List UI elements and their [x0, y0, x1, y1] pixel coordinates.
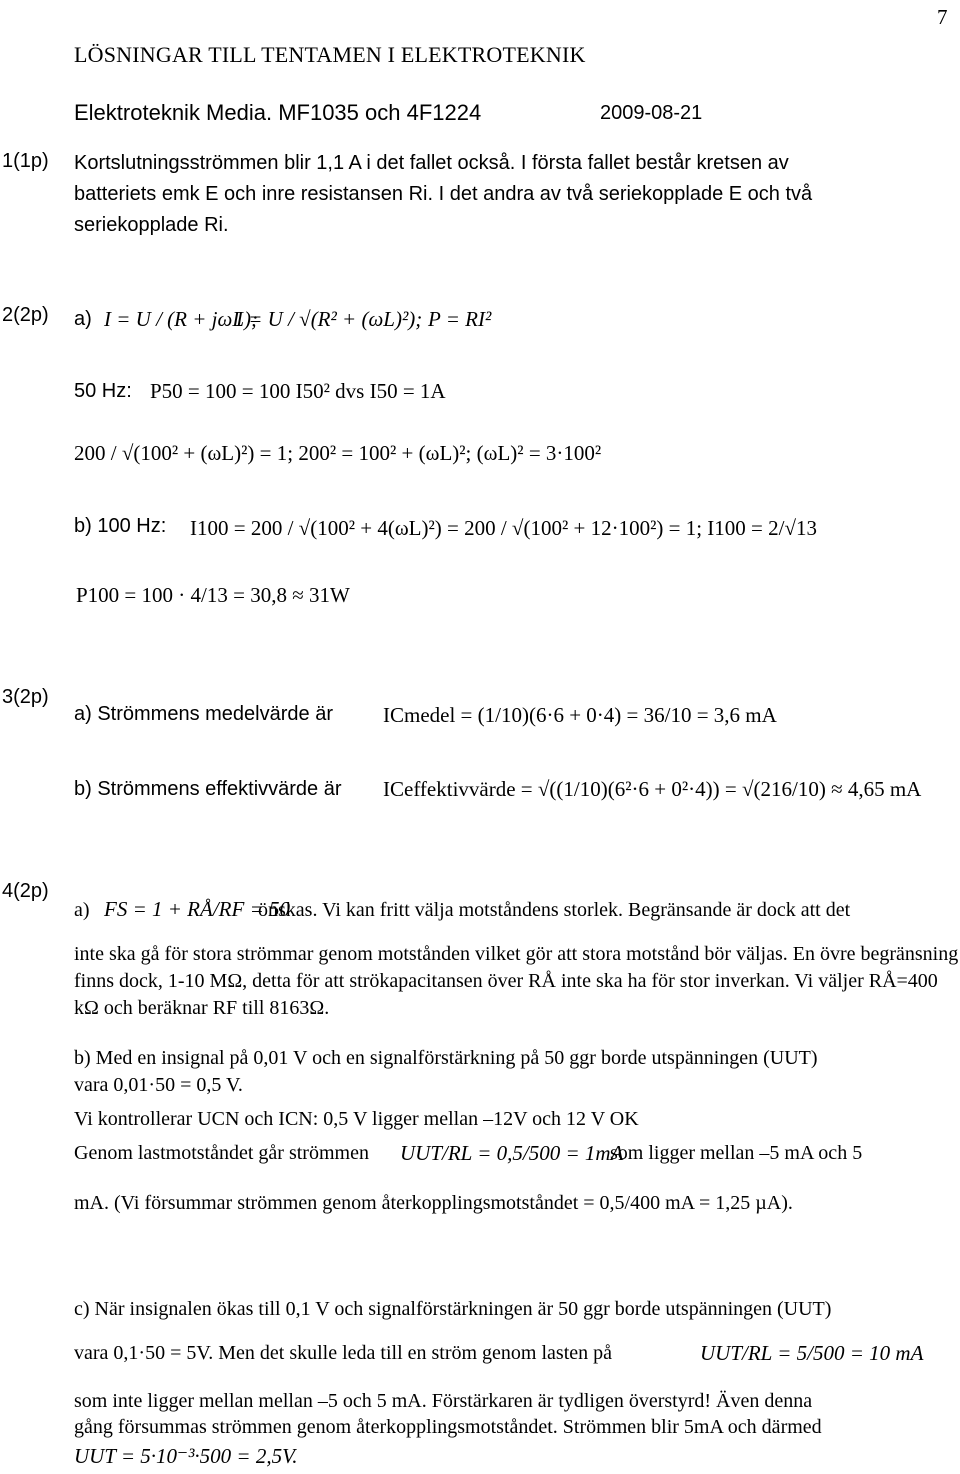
- q4-b-text-4-pre: Genom lastmotståndet går strömmen: [74, 1142, 369, 1164]
- q4-c-text-3: som inte ligger mellan mellan –5 och 5 mA. Förstärkaren är tydligen överstyrd! Även denna: [74, 1390, 813, 1412]
- q3-b-formula: ICeffektivvärde = √((1/10)(6²·6 + 0²·4)) = √(216/10) ≈ 4,65 mA: [383, 777, 922, 801]
- q2-50hz-formula: P50 = 100 = 100 I50² dvs I50 = 1A: [150, 379, 446, 403]
- q2-p100-formula: P100 = 100 · 4/13 = 30,8 ≈ 31W: [76, 583, 350, 607]
- q2-a-formula-magnitude: I = U / √(R² + (ωL)²);: [236, 307, 423, 331]
- q2-a-formula-current: I = U / (R + jωL);: [104, 307, 258, 331]
- q2-b-formula: I100 = 200 / √(100² + 4(ωL)²) = 200 / √(100² + 12·100²) = 1; I100 = 2/√13: [190, 516, 817, 540]
- q4-a-text-1: önskas. Vi kan fritt välja motståndens storlek. Begränsande är dock att det: [258, 899, 851, 921]
- page-number: 7: [937, 5, 948, 29]
- q4-label: 4(2p): [2, 880, 49, 902]
- q2-a-prefix: a): [74, 308, 92, 330]
- document-title: LÖSNINGAR TILL TENTAMEN I ELEKTROTEKNIK: [74, 42, 586, 67]
- q4-b-text-3: Vi kontrollerar UCN och ICN: 0,5 V ligger mellan –12V och 12 V OK: [74, 1108, 639, 1130]
- q2-solve-formula: 200 / √(100² + (ωL)²) = 1; 200² = 100² + (ωL)²; (ωL)² = 3·100²: [74, 441, 602, 465]
- q4-b-text-4-post: som ligger mellan –5 mA och 5: [610, 1142, 863, 1164]
- q1-label: 1(1p): [2, 150, 49, 172]
- q4-b-formula: UUT/RL = 0,5/500 = 1mA: [400, 1141, 624, 1165]
- q4-c-formula: UUT/RL = 5/500 = 10 mA: [700, 1341, 924, 1365]
- q2-label: 2(2p): [2, 304, 49, 326]
- q3-a-text: a) Strömmens medelvärde är: [74, 703, 333, 725]
- q3-label: 3(2p): [2, 686, 49, 708]
- q2-50hz-label: 50 Hz:: [74, 380, 132, 402]
- q4-b-text-1: b) Med en insignal på 0,01 V och en signalförstärkning på 50 ggr borde utspänningen (UUT): [74, 1047, 818, 1069]
- q4-c-text-1: c) När insignalen ökas till 0,1 V och signalförstärkningen är 50 ggr borde utspänningen (UUT): [74, 1298, 832, 1320]
- q2-a-formula-power: P = RI²: [428, 307, 492, 331]
- q1-line-3: seriekopplade Ri.: [74, 214, 229, 236]
- q4-a-prefix: a): [74, 899, 90, 921]
- q2-b-prefix: b) 100 Hz:: [74, 515, 167, 537]
- q1-line-2: batteriets emk E och inre resistansen Ri. I det andra av två seriekopplade E och två: [74, 183, 813, 205]
- q3-b-text: b) Strömmens effektivvärde är: [74, 778, 342, 800]
- q4-a-text-2: inte ska gå för stora strömmar genom motstånden vilket gör att stora motstånd bör väljas. En övre begränsning finns dock, 1-10 MΩ, detta för att strökapacitansen över RÅ inte ska ha för stor inverkan. Vi väljer RÅ=400 kΩ och beräknar RF till 8163Ω.: [74, 943, 959, 1019]
- q4-c-text-5: UUT = 5·10⁻³·500 = 2,5V.: [74, 1444, 298, 1468]
- q4-b-text-5: mA. (Vi försummar strömmen genom återkopplingsmotståndet = 0,5/400 mA = 1,25 µA).: [74, 1192, 793, 1214]
- course-name: Elektroteknik Media. MF1035 och 4F1224: [74, 100, 482, 125]
- exam-date: 2009-08-21: [600, 102, 703, 124]
- q3-a-formula: ICmedel = (1/10)(6·6 + 0·4) = 36/10 = 3,6 mA: [383, 703, 777, 727]
- q4-a-formula: FS = 1 + RÅ/RF = 50: [104, 897, 290, 921]
- q4-c-text-4: gång försummas strömmen genom återkopplingsmotståndet. Strömmen blir 5mA och därmed: [74, 1416, 822, 1438]
- q4-c-text-2-pre: vara 0,1·50 = 5V. Men det skulle leda till en ström genom lasten på: [74, 1342, 613, 1364]
- q1-line-1: Kortslutningsströmmen blir 1,1 A i det fallet också. I första fallet består kretsen av: [74, 152, 789, 174]
- q4-b-text-2: vara 0,01·50 = 0,5 V.: [74, 1074, 243, 1096]
